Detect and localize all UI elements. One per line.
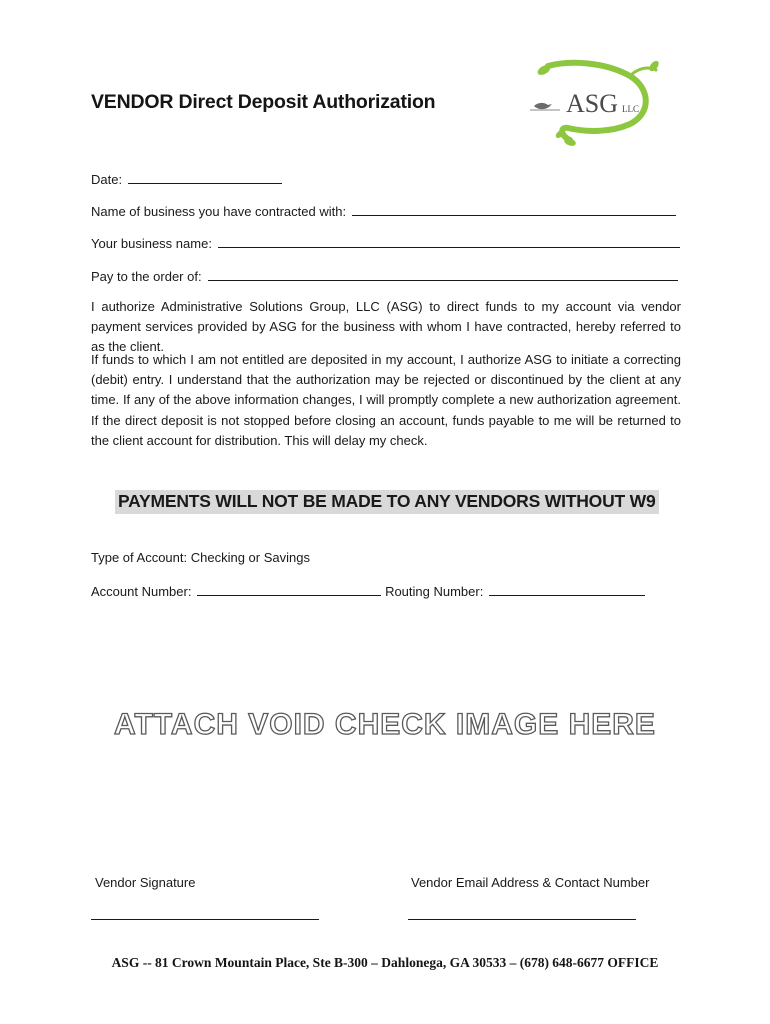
vendor-signature-label: Vendor Signature xyxy=(95,875,196,890)
asg-logo xyxy=(530,58,665,148)
pay-to-field xyxy=(91,268,678,284)
contracted-business-label: Name of business you have contracted with: xyxy=(91,204,347,219)
account-type-text: Type of Account: Checking or Savings xyxy=(91,550,310,565)
business-name-input-line[interactable] xyxy=(218,235,680,248)
footer-address: ASG -- 81 Crown Mountain Place, Ste B-300 – Dahlonega, GA 30533 – (678) 648-6677 OFFICE xyxy=(111,955,659,970)
vine-logo-icon xyxy=(530,58,665,148)
routing-number-input-line[interactable] xyxy=(489,583,645,596)
date-label: Date: xyxy=(91,172,123,187)
routing-number-label: Routing Number: xyxy=(385,584,484,599)
date-input-line[interactable] xyxy=(128,171,282,184)
vendor-contact-line[interactable] xyxy=(408,919,636,920)
vendor-contact-label: Vendor Email Address & Contact Number xyxy=(411,875,650,890)
pay-to-input-line[interactable] xyxy=(208,268,678,281)
business-name-field xyxy=(91,235,680,251)
svg-text:ASG: ASG xyxy=(566,89,619,118)
account-number-input-line[interactable] xyxy=(197,583,381,596)
account-number-label: Account Number: xyxy=(91,584,192,599)
contracted-business-field xyxy=(91,203,676,219)
correcting-entry-paragraph: If funds to which I am not entitled are deposited in my account, I authorize ASG to initiate a correcting (debit) entry. I understand that the authorization may be rejected or discontinued by the client at any time. If any of the above information changes, I will promptly complete a new authorization agreement. If the direct deposit is not stopped before closing an account, funds payable to me will be returned to the client account for distribution. This will delay my check. xyxy=(91,352,681,448)
account-routing-field xyxy=(91,583,645,599)
date-field xyxy=(91,171,282,187)
page-title: VENDOR Direct Deposit Authorization xyxy=(91,91,436,113)
svg-text:LLC: LLC xyxy=(622,104,639,114)
authorization-paragraph: I authorize Administrative Solutions Group, LLC (ASG) to direct funds to my account via vendor payment services provided by ASG for the business with whom I have contracted, hereby referred to as the client. xyxy=(91,299,681,355)
attach-void-check-area[interactable]: ATTACH VOID CHECK IMAGE HERE xyxy=(114,708,656,741)
contracted-business-input-line[interactable] xyxy=(352,203,676,216)
pay-to-label: Pay to the order of: xyxy=(91,269,202,284)
w9-warning-banner: PAYMENTS WILL NOT BE MADE TO ANY VENDORS WITHOUT W9 xyxy=(115,490,659,514)
vendor-signature-line[interactable] xyxy=(91,919,319,920)
business-name-label: Your business name: xyxy=(91,236,212,251)
